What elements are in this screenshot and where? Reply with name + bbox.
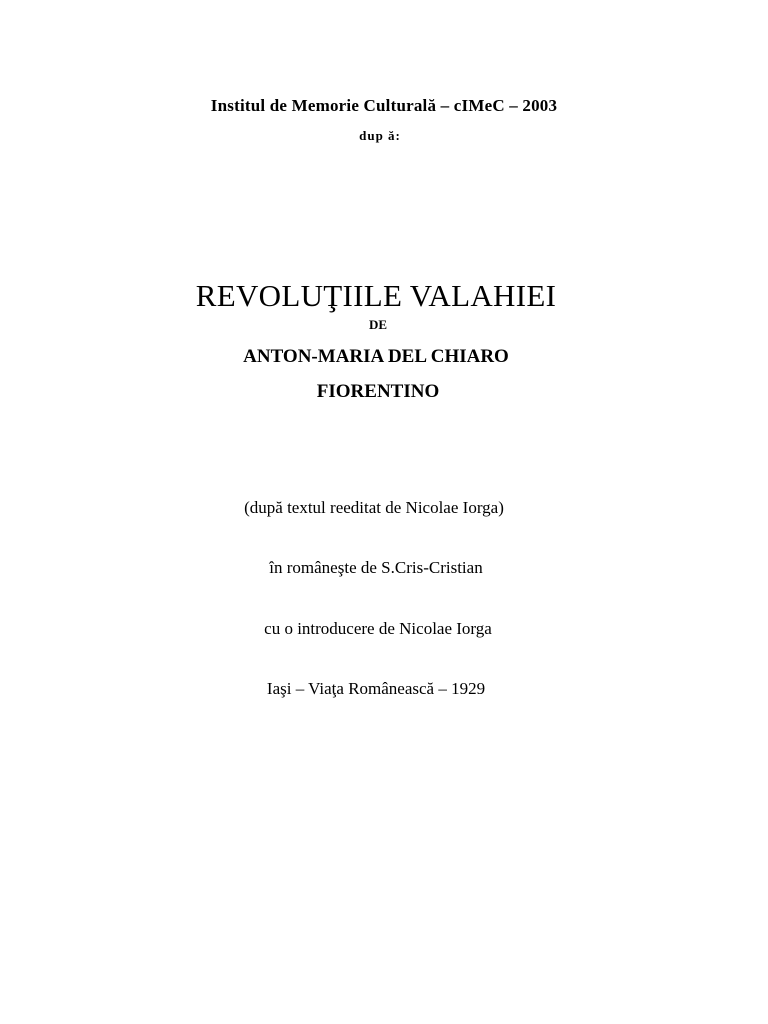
publication-info: Iaşi – Viaţa Românească – 1929 bbox=[266, 679, 486, 698]
author-name: ANTON-MARIA DEL CHIARO bbox=[243, 346, 509, 367]
introduction-note: cu o introducere de Nicolae Iorga bbox=[264, 619, 492, 638]
book-title: REVOLUŢIILE VALAHIEI bbox=[195, 278, 557, 313]
institute-header: Institul de Memorie Culturală – cIMeC – 2003 bbox=[210, 96, 558, 115]
after-label: dup ă: bbox=[359, 128, 401, 143]
by-label: DE bbox=[368, 317, 388, 332]
translation-note: în româneşte de S.Cris-Cristian bbox=[269, 558, 483, 577]
author-origin: FIORENTINO bbox=[316, 381, 440, 402]
edition-note: (după textul reeditat de Nicolae Iorga) bbox=[244, 498, 504, 517]
